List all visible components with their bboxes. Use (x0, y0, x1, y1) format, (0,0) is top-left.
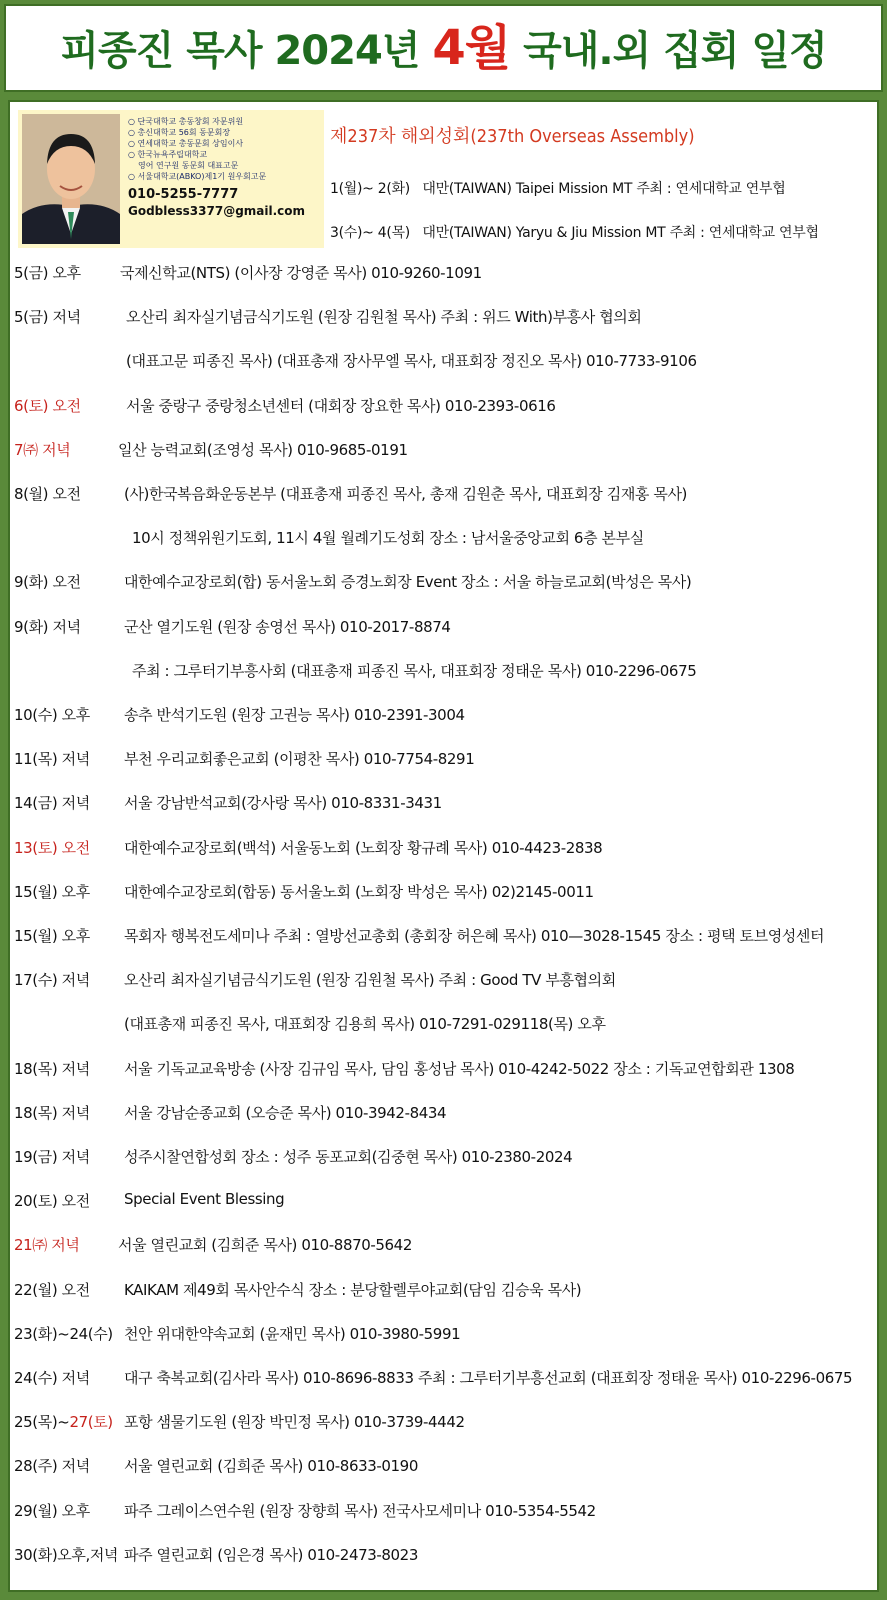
schedule-date: 6(토) 오전 (14, 396, 81, 415)
profile-phone: 010-5255-7777 (128, 187, 239, 202)
schedule-row (14, 439, 874, 459)
schedule-date: 25(목)~27(토) (14, 1413, 113, 1432)
schedule-row (14, 527, 874, 547)
schedule-date: 8(월) 오전 (14, 485, 81, 503)
schedule-date: 5(금) 오후 (14, 264, 81, 282)
schedule-text: 대한예수교장로회(합동) 동서울노회 (노회장 박성은 목사) 02)2145-0011 (124, 882, 594, 901)
schedule-text: 송추 반석기도원 (원장 고권능 목사) 010-2391-3004 (124, 706, 465, 724)
schedule-row (14, 704, 874, 724)
schedule-row (14, 1279, 874, 1299)
portrait-image (22, 114, 120, 244)
schedule-text: 포항 샘물기도원 (원장 박민정 목사) 010-3739-4442 (124, 1413, 465, 1432)
schedule-date: 18(목) 저녁 (14, 1059, 90, 1078)
schedule-row (14, 571, 874, 591)
credential-line: ○ 연세대학교 총동문회 상임이사 (128, 138, 324, 149)
schedule-row (14, 1102, 874, 1122)
credential-line: 영어 연구원 동문회 대표고문 (138, 161, 239, 170)
schedule-date: 9(화) 저녁 (14, 617, 81, 636)
schedule-row (14, 350, 874, 370)
schedule-row (14, 262, 874, 282)
schedule-row (14, 483, 874, 503)
overseas-title: 제237차 해외성회(237th Overseas Assembly) (330, 126, 695, 147)
schedule-date: 15(월) 오후 (14, 882, 90, 901)
schedule-text: 서울 열린교회 (김희준 목사) 010-8870-5642 (118, 1236, 412, 1255)
profile-card (18, 110, 324, 248)
schedule-text: 파주 열린교회 (임은경 목사) 010-2473-8023 (124, 1545, 418, 1564)
schedule-row (14, 1146, 874, 1166)
schedule-date: 11(목) 저녁 (14, 750, 90, 769)
schedule-text: 대구 축복교회(김사라 목사) 010-8696-8833 주최 : 그루터기부흥선교회 (대표회장 정태윤 목사) 010-2296-0675 (124, 1369, 853, 1387)
schedule-row (14, 306, 874, 326)
schedule-date: 22(월) 오전 (14, 1280, 90, 1299)
schedule-date: 29(월) 오후 (14, 1501, 90, 1520)
schedule-text: 일산 능력교회(조영성 목사) 010-9685-0191 (118, 440, 408, 459)
title-after: 국내.외 집회 일정 (510, 28, 827, 74)
schedule-row (14, 748, 874, 768)
overseas-date: 3(수)~ 4(목) (330, 225, 410, 241)
schedule-text: 대한예수교장로회(합) 동서울노회 증경노회장 Event 장소 : 서울 하늘로교회(박성은 목사) (124, 573, 692, 592)
schedule-text: 국제신학교(NTS) (이사장 강영준 목사) 010-9260-1091 (120, 264, 482, 282)
schedule-text: 서울 기독교교육방송 (사장 김규임 목사, 담임 홍성남 목사) 010-4242-5022 장소 : 기독교연합회관 1308 (124, 1059, 795, 1078)
schedule-date: 21㈜ 저녁 (14, 1236, 80, 1255)
schedule-text: (대표총재 피종진 목사, 대표회장 김용희 목사) 010-7291-029118(목) 오후 (124, 1015, 606, 1034)
schedule-panel (8, 100, 879, 1592)
schedule-text: 주최 : 그루터기부흥사회 (대표총재 피종진 목사, 대표회장 정태운 목사) 010-2296-0675 (132, 661, 697, 680)
schedule-row (14, 925, 874, 945)
profile-photo (22, 114, 120, 244)
schedule-row (14, 1323, 874, 1343)
schedule-date: 13(토) 오전 (14, 838, 90, 857)
schedule-date: 14(금) 저녁 (14, 794, 90, 813)
schedule-row (14, 616, 874, 636)
schedule-text: 10시 정책위원기도회, 11시 4월 월례기도성회 장소 : 남서울중앙교회 6층 본부실 (132, 529, 644, 548)
schedule-text: (사)한국복음화운동본부 (대표총재 피종진 목사, 총재 김원춘 목사, 대표회장 김재홍 목사) (124, 485, 688, 503)
schedule-row (14, 1234, 874, 1254)
schedule-text: KAIKAM 제49회 목사안수식 장소 : 분당할렐루야교회(담임 김승욱 목사) (124, 1280, 582, 1299)
schedule-text: 오산리 최자실기념금식기도원 (원장 김원철 목사) 주최 : Good TV 부흥협의회 (124, 971, 616, 990)
schedule-row (14, 1500, 874, 1520)
schedule-row (14, 881, 874, 901)
schedule-row (14, 1367, 874, 1387)
schedule-text: 부천 우리교회좋은교회 (이평찬 목사) 010-7754-8291 (124, 750, 475, 769)
title-before: 피종진 목사 2024년 (60, 28, 433, 74)
schedule-row (14, 837, 874, 857)
schedule-text: 오산리 최자실기념금식기도원 (원장 김원철 목사) 주최 : 위드 With)부흥사 협의회 (126, 308, 642, 327)
credential-line: ○ 총신대학교 56회 동문회장 (128, 127, 324, 138)
schedule-text: 서울 강남순종교회 (오승준 목사) 010-3942-8434 (124, 1103, 447, 1122)
title-month-highlight: 4월 (432, 20, 511, 76)
schedule-text: 천안 위대한약속교회 (윤재민 목사) 010-3980-5991 (124, 1324, 461, 1343)
overseas-entry (330, 178, 785, 198)
schedule-text: 파주 그레이스연수원 (원장 장향희 목사) 전국사모세미나 010-5354-5542 (124, 1501, 596, 1520)
schedule-date: 19(금) 저녁 (14, 1148, 90, 1166)
overseas-text: 대만(TAIWAN) Taipei Mission MT 주최 : 연세대학교 연부협 (422, 181, 786, 197)
schedule-row (14, 1190, 874, 1210)
schedule-date: 20(토) 오전 (14, 1192, 90, 1211)
schedule-text: 서울 강남반석교회(강사랑 목사) 010-8331-3431 (124, 794, 442, 813)
schedule-date: 9(화) 오전 (14, 573, 81, 592)
schedule-date: 18(목) 저녁 (14, 1103, 90, 1122)
schedule-row (14, 1455, 874, 1475)
overseas-entry (330, 222, 819, 242)
schedule-date: 17(수) 저녁 (14, 971, 90, 990)
profile-credentials (128, 116, 324, 219)
schedule-text: 군산 열기도원 (원장 송영선 목사) 010-2017-8874 (124, 617, 451, 636)
schedule-row (14, 660, 874, 680)
schedule-text: 성주시찰연합성회 장소 : 성주 동포교회(김중현 목사) 010-2380-2024 (124, 1148, 573, 1166)
schedule-row (14, 969, 874, 989)
schedule-date: 7㈜ 저녁 (14, 440, 71, 459)
schedule-text: 서울 열린교회 (김희준 목사) 010-8633-0190 (124, 1457, 418, 1476)
schedule-row (14, 395, 874, 415)
profile-email: Godbless3377@gmail.com (128, 204, 306, 218)
schedule-row (14, 1058, 874, 1078)
schedule-date: 23(화)~24(수) (14, 1324, 113, 1343)
schedule-text: 서울 중랑구 중랑청소년센터 (대회장 장요한 목사) 010-2393-0616 (126, 396, 556, 415)
schedule-row (14, 1013, 874, 1033)
schedule-row (14, 1544, 874, 1564)
schedule-text: Special Event Blessing (124, 1190, 285, 1209)
schedule-date: 30(화)오후,저녁 (14, 1545, 119, 1564)
schedule-date: 5(금) 저녁 (14, 308, 81, 327)
overseas-date: 1(월)~ 2(화) (330, 181, 410, 197)
schedule-date: 15(월) 오후 (14, 927, 90, 945)
credential-line: ○ 한국뉴욕주립대학교 (128, 149, 324, 160)
credential-line: ○ 단국대학교 총동창회 자문위원 (128, 116, 324, 127)
schedule-row (14, 792, 874, 812)
schedule-row (14, 1411, 874, 1431)
overseas-text: 대만(TAIWAN) Yaryu & Jiu Mission MT 주최 : 연세대학교 연부협 (422, 225, 819, 241)
schedule-date: 24(수) 저녁 (14, 1369, 90, 1387)
schedule-text: (대표고문 피종진 목사) (대표총재 장사무엘 목사, 대표회장 정진오 목사) 010-7733-9106 (126, 352, 697, 371)
schedule-date: 28(주) 저녁 (14, 1457, 90, 1476)
schedule-date: 10(수) 오후 (14, 706, 90, 724)
schedule-text: 대한예수교장로회(백석) 서울동노회 (노회장 황규례 목사) 010-4423-2838 (124, 838, 603, 857)
schedule-date-red-part: 27(토) (69, 1413, 113, 1432)
schedule-text: 목회자 행복전도세미나 주최 : 열방선교총회 (총회장 허은혜 목사) 010—3028-1545 장소 : 평택 토브영성센터 (124, 927, 825, 945)
credential-line: ○ 서울대학교(ABKO)제1기 원우회고문 (128, 171, 324, 182)
page-title (4, 4, 883, 92)
